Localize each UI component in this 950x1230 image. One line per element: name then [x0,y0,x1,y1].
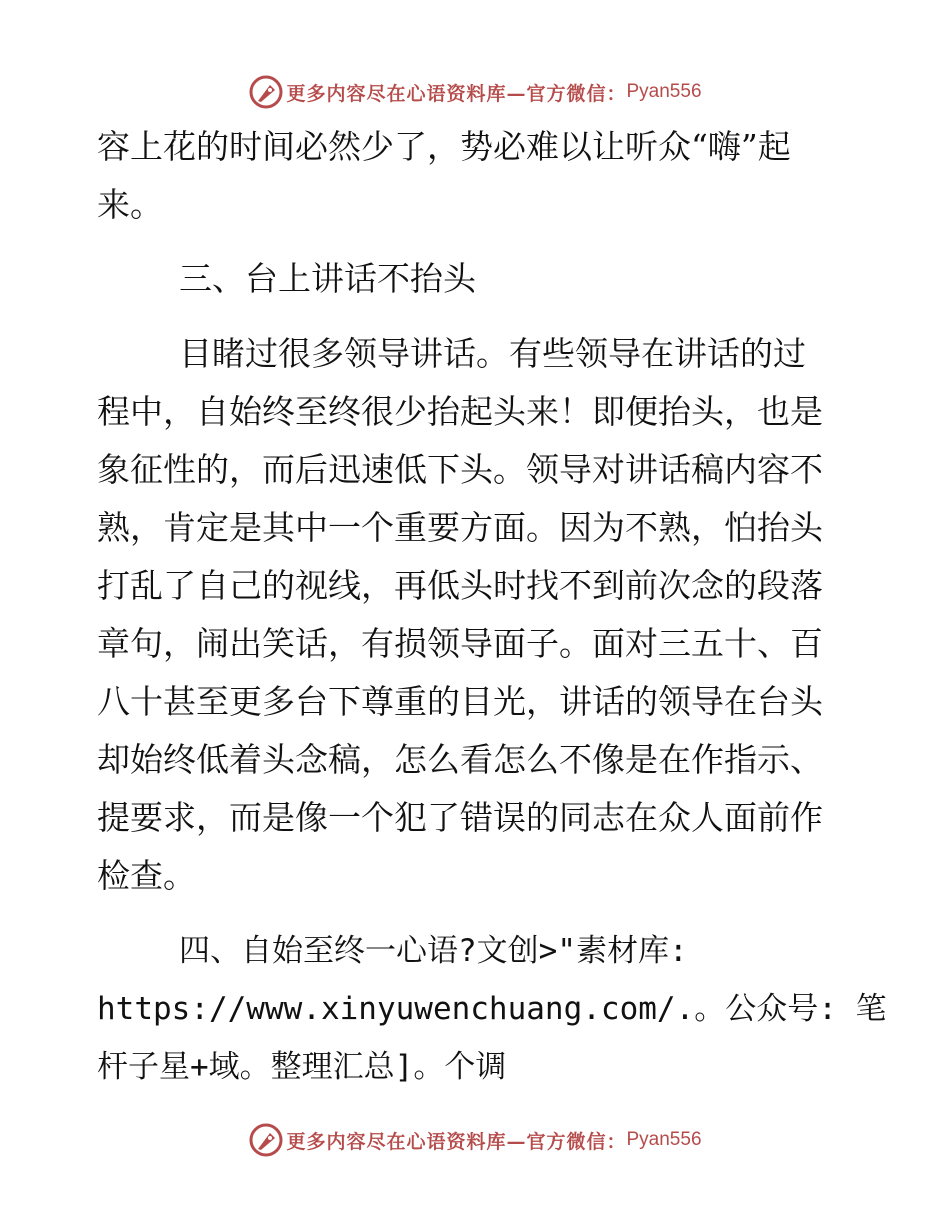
text-line: 检查。 [97,856,196,895]
section-heading-3: 三、台上讲话不抬头 [179,259,476,298]
text-line: https://www.xinyuwenchuang.com/.。公众号: 笔 [97,991,887,1027]
text-line: 章句，闹出笑话，有损领导面子。面对三五十、百 [97,624,823,663]
banner-text: 更多内容尽在心语资料库—官方微信： [286,82,627,105]
text-line: 目睹过很多领导讲话。有些领导在讲话的过 [179,334,806,373]
text-line: 容上花的时间必然少了，势必难以让听众“嗨”起 [97,127,791,166]
watermark-banner-bottom [0,1120,950,1160]
paragraph-3 [97,922,887,1096]
text-line: 熟，肯定是其中一个重要方面。因为不熟，怕抬头 [97,508,823,547]
pen-nib-icon [248,1122,284,1158]
banner-text: 更多内容尽在心语资料库—官方微信： [286,1130,627,1153]
watermark-banner-top [0,72,950,112]
text-line: 来。 [97,185,163,224]
body-text [97,118,857,234]
paragraph-2-block [97,325,857,905]
paragraph-3-block [97,922,887,1096]
text-line: 八十甚至更多台下尊重的目光，讲话的领导在台头 [97,682,823,721]
banner-wechat-id: Pyan556 [626,1129,702,1150]
text-line: 打乱了自己的视线，再低头时找不到前次念的段落 [97,566,823,605]
paragraph-2 [97,325,857,905]
text-line: 提要求，而是像一个犯了错误的同志在众人面前作 [97,798,823,837]
pen-nib-icon [248,74,284,110]
text-line: 四、自始至终一心语?文创>"素材库: [179,933,688,969]
text-line: 程中，自始终至终很少抬起头来！即便抬头，也是 [97,392,823,431]
text-line: 象征性的，而后迅速低下头。领导对讲话稿内容不 [97,450,823,489]
text-line: 杆子星+域。整理汇总]。个调 [97,1049,507,1085]
paragraph-1 [97,118,857,234]
banner-wechat-id: Pyan556 [626,81,702,102]
section-heading-3-block [97,250,857,308]
text-line: 却始终低着头念稿，怎么看怎么不像是在作指示、 [97,740,823,779]
